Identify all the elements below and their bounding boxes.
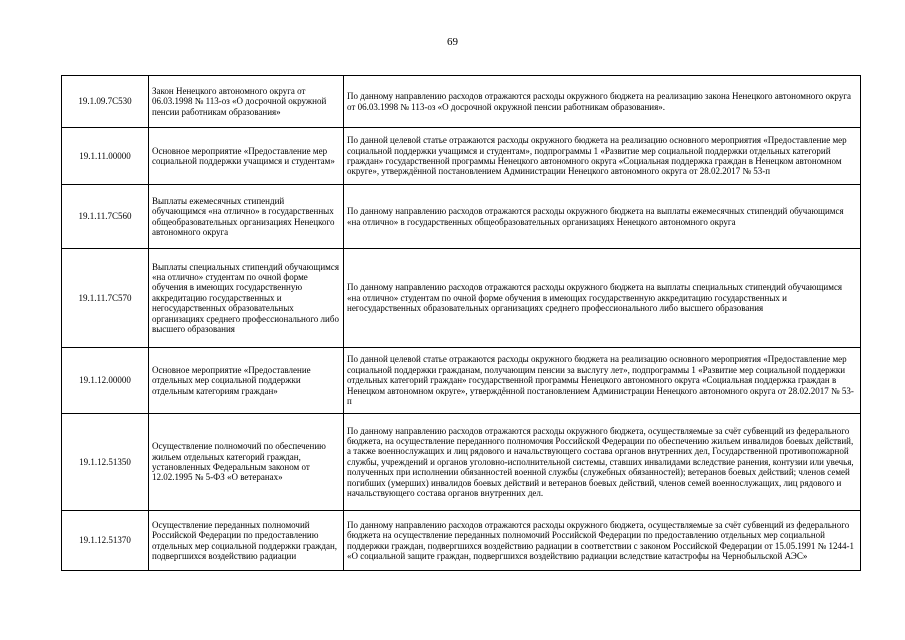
row-code: 19.1.11.7С570 [62, 249, 149, 348]
table-row [62, 76, 861, 128]
row-description: По данной целевой статье отражаются расходы окружного бюджета на реализацию основного мероприятия «Предоставление мер социальной поддержки учащимся и студентам», подпрограммы 1 «Развитие мер социальной поддержки отдельных категорий граждан» государственной программы Ненецкого автономного округа «Социальная поддержка граждан в Ненецком автономном округе», утверждённой постановлением Администрации Ненецкого автономного округа от 28.02.2017 № 53-п [344, 128, 861, 185]
row-name: Выплаты специальных стипендий обучающимся «на отлично» студентам по очной форме обучения в имеющих государственную аккредитацию государственных и негосударственных образовательных организациях среднего профессионального либо высшего образования [149, 249, 344, 348]
row-name: Закон Ненецкого автономного округа от 06.03.1998 № 113-оз «О досрочной окружной пенсии работникам образования» [149, 76, 344, 128]
row-code: 19.1.11.7С560 [62, 185, 149, 249]
row-code: 19.1.12.00000 [62, 348, 149, 414]
row-name: Основное мероприятие «Предоставление отдельных мер социальной поддержки отдельным категориям граждан» [149, 348, 344, 414]
table-row [62, 348, 861, 414]
row-description: По данной целевой статье отражаются расходы окружного бюджета на реализацию основного мероприятия «Предоставление мер социальной поддержки гражданам, получающим пенсии за выслугу лет», подпрограммы 1 «Развитие мер социальной поддержки отдельных категорий граждан» государственной программы Ненецкого автономного округа «Социальная поддержка граждан в Ненецком автономном округе», утверждённой постановлением Администрации Ненецкого автономного округа от 28.02.2017 № 53-п [344, 348, 861, 414]
table-row [62, 511, 861, 571]
page-number: 69 [447, 36, 458, 48]
row-description: По данному направлению расходов отражаются расходы окружного бюджета, осуществляемые за счёт субвенций из федерального бюджета, на осуществление переданного полномочия Российской Федерации по обеспечению жильем инвалидов боевых действий, а также военнослужащих и лиц рядового и начальствующего состава органов внутренних дел, Государственной противопожарной службы, учреждений и органов уголовно-исполнительной системы, ставших инвалидами вследствие ранения, контузии или увечья, полученных при исполнении обязанностей военной службы (служебных обязанностей); ветеранов боевых действий; членов семей погибших (умерших) инвалидов боевых действий и ветеранов боевых действий, членов семей военнослужащих, лиц рядового и начальствующего состава органов внутренних дел. [344, 414, 861, 511]
row-name: Основное мероприятие «Предоставление мер социальной поддержки учащимся и студентам» [149, 128, 344, 185]
row-description: По данному направлению расходов отражаются расходы окружного бюджета на выплаты специальных стипендий обучающимся «на отлично» студентам по очной форме обучения в имеющих государственную аккредитацию государственных и негосударственных образовательных организациях среднего профессионального либо высшего образования [344, 249, 861, 348]
table-row [62, 128, 861, 185]
row-name: Осуществление переданных полномочий Российской Федерации по предоставлению отдельных мер социальной поддержки граждан, подвергшихся воздействию радиации [149, 511, 344, 571]
table-row [62, 414, 861, 511]
table-row [62, 249, 861, 348]
row-code: 19.1.12.51370 [62, 511, 149, 571]
table-row [62, 185, 861, 249]
row-name: Выплаты ежемесячных стипендий обучающимся «на отлично» в государственных общеобразовательных организациях Ненецкого автономного округа [149, 185, 344, 249]
row-description: По данному направлению расходов отражаются расходы окружного бюджета на реализацию закона Ненецкого автономного округа от 06.03.1998 № 113-оз «О досрочной окружной пенсии работникам образования». [344, 76, 861, 128]
row-code: 19.1.09.7С530 [62, 76, 149, 128]
row-description: По данному направлению расходов отражаются расходы окружного бюджета на выплаты ежемесячных стипендий обучающимся «на отлично» в государственных общеобразовательных организациях Ненецкого автономного округа [344, 185, 861, 249]
row-code: 19.1.11.00000 [62, 128, 149, 185]
row-description: По данному направлению расходов отражаются расходы окружного бюджета, осуществляемые за счёт субвенций из федерального бюджета на осуществление переданных полномочий Российской Федерации по предоставлению отдельных мер социальной поддержки граждан, подвергшихся воздействию радиации в соответствии с законом Российской Федерации от 15.05.1991 № 1244-1 «О социальной защите граждан, подвергшихся воздействию радиации вследствие катастрофы на Чернобыльской АЭС» [344, 511, 861, 571]
budget-classification-table [61, 75, 861, 571]
row-name: Осуществление полномочий по обеспечению жильем отдельных категорий граждан, установленных Федеральным законом от 12.02.1995 № 5-ФЗ «О ветеранах» [149, 414, 344, 511]
row-code: 19.1.12.51350 [62, 414, 149, 511]
